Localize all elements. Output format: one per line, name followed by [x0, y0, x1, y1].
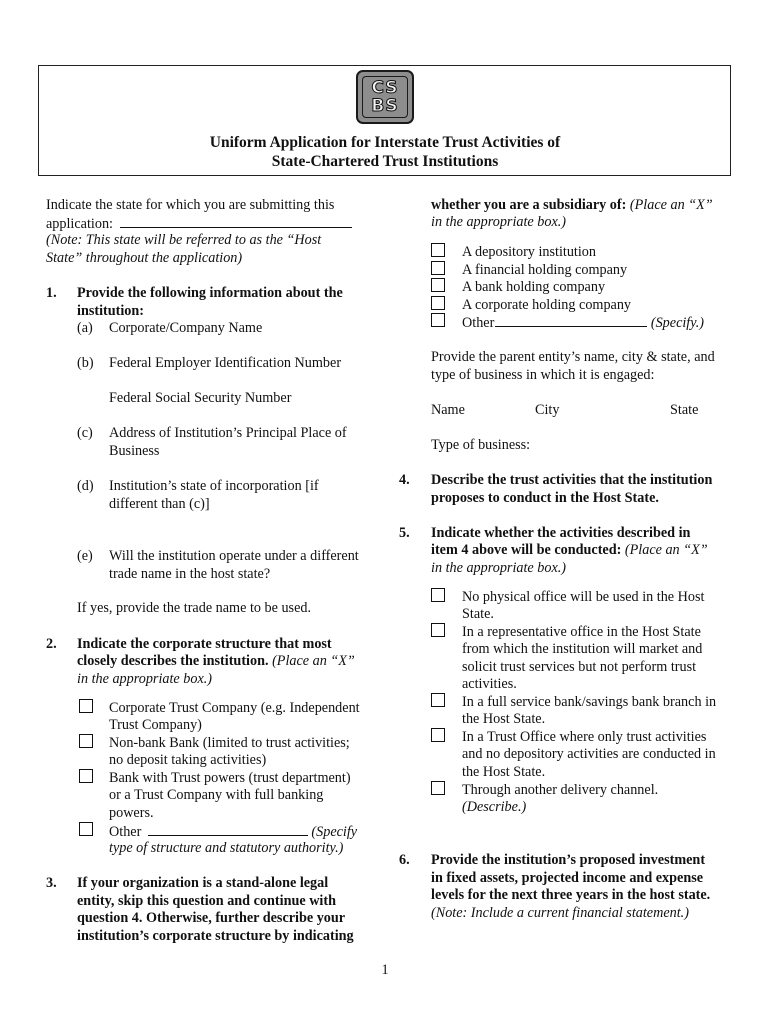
- q3-opt2: A financial holding company: [462, 262, 628, 278]
- q1e-line-1: Will the institution operate under a different: [109, 548, 359, 564]
- q3-cont-italic: (Place an “X”: [629, 197, 713, 213]
- q5-checkbox-full-service-branch[interactable]: [431, 693, 445, 707]
- q6-line-1: Provide the institution’s proposed investment: [431, 852, 706, 868]
- q4-number: 4.: [399, 472, 410, 488]
- q5-number: 5.: [399, 525, 410, 541]
- q2-opt1-line-1: Corporate Trust Company (e.g. Independent: [109, 700, 360, 716]
- host-state-label: application:: [46, 216, 113, 232]
- q1b-text: Federal Employer Identification Number: [109, 355, 342, 371]
- q3-opt5: [462, 314, 704, 333]
- q5-opt4-line-2: and no depository activities are conducted in: [462, 746, 716, 762]
- q3-line-4: institution’s corporate structure by indicating: [77, 928, 354, 944]
- q5-line-2-italic: (Place an “X”: [624, 542, 708, 558]
- q3-type-of-business: Type of business:: [431, 437, 531, 453]
- q2-line-2-bold: closely describes the institution.: [77, 653, 269, 669]
- q1a-letter: (a): [77, 320, 93, 336]
- q5-checkbox-no-physical-office[interactable]: [431, 588, 445, 602]
- q5-line-2: [431, 542, 708, 560]
- q5-opt4-line-3: the Host State.: [462, 764, 546, 780]
- q2-number: 2.: [46, 636, 57, 652]
- q2-line-3: in the appropriate box.): [77, 671, 213, 687]
- q3-checkbox-depository[interactable]: [431, 243, 445, 257]
- q3-checkbox-other[interactable]: [431, 313, 445, 327]
- q2-opt4-line-2: type of structure and statutory authority.): [109, 840, 344, 856]
- q3-line-1: If your organization is a stand-alone legal: [77, 875, 329, 891]
- q3-opt4: A corporate holding company: [462, 297, 632, 313]
- q1b-text-2: Federal Social Security Number: [109, 390, 292, 406]
- q2-checkbox-corporate-trust[interactable]: [79, 699, 93, 713]
- q3-checkbox-corporate-holding[interactable]: [431, 296, 445, 310]
- q6-line-4: (Note: Include a current financial statement.): [431, 905, 689, 921]
- q5-checkbox-representative-office[interactable]: [431, 623, 445, 637]
- q1-number: 1.: [46, 285, 57, 301]
- q1e-if-yes: If yes, provide the trade name to be used.: [77, 600, 312, 616]
- host-state-field[interactable]: [46, 215, 352, 234]
- intro-note-line-2: State” throughout the application): [46, 250, 243, 266]
- q5-opt2-line-3: solicit trust services but not perform trust: [462, 659, 697, 675]
- q2-opt4-line-1: [109, 823, 357, 842]
- page-number: 1: [381, 962, 389, 978]
- q3-other-blank[interactable]: [495, 314, 647, 327]
- q3-col-name: Name: [431, 402, 465, 418]
- intro-note-line-1: (Note: This state will be referred to as the “Host: [46, 232, 322, 248]
- q4-line-2: proposes to conduct in the Host State.: [431, 490, 659, 506]
- q2-line-2: [77, 653, 355, 671]
- q3-checkbox-bank-holding[interactable]: [431, 278, 445, 292]
- q2-checkbox-non-bank[interactable]: [79, 734, 93, 748]
- q1a-text: Corporate/Company Name: [109, 320, 263, 336]
- q5-opt2-line-1: In a representative office in the Host State: [462, 624, 701, 640]
- q1d-line-1: Institution’s state of incorporation [if: [109, 478, 319, 494]
- q2-opt3-line-3: powers.: [109, 805, 154, 821]
- form-title-line-2: State-Chartered Trust Institutions: [271, 153, 499, 170]
- csbs-logo: [356, 70, 414, 124]
- q5-opt1-line-2: State.: [462, 606, 494, 622]
- q5-opt2-line-2: from which the institution will market and: [462, 641, 703, 657]
- q1c-line-1: Address of Institution’s Principal Place of: [109, 425, 347, 441]
- q4-line-1: Describe the trust activities that the institution: [431, 472, 713, 488]
- q6-line-2: in fixed assets, projected income and expense: [431, 870, 704, 886]
- q2-checkbox-bank-trust-powers[interactable]: [79, 769, 93, 783]
- q3-checkbox-financial-holding[interactable]: [431, 261, 445, 275]
- q3-opt3: A bank holding company: [462, 279, 606, 295]
- q1-line-1: Provide the following information about the: [77, 285, 343, 301]
- q1c-letter: (c): [77, 425, 93, 441]
- q2-line-1: Indicate the corporate structure that most: [77, 636, 332, 652]
- q3-other-label: Other: [462, 315, 495, 331]
- q3-continued-line-1: [431, 197, 713, 215]
- q1d-letter: (d): [77, 478, 94, 494]
- q2-opt2-line-1: Non-bank Bank (limited to trust activities;: [109, 735, 350, 751]
- q2-line-2-italic: (Place an “X”: [272, 653, 355, 669]
- q1e-line-2: trade name in the host state?: [109, 566, 271, 582]
- q1c-line-2: Business: [109, 443, 160, 459]
- q1-line-2: institution:: [77, 303, 145, 319]
- q5-opt3-line-2: the Host State.: [462, 711, 546, 727]
- q3-cont-bold: whether you are a subsidiary of:: [431, 197, 627, 213]
- q3-col-city: City: [535, 402, 560, 418]
- q5-line-1: Indicate whether the activities described in: [431, 525, 691, 541]
- q5-line-3: in the appropriate box.): [431, 560, 567, 576]
- q2-opt2-line-2: no deposit taking activities): [109, 752, 267, 768]
- q1d-line-2: different than (c)]: [109, 496, 210, 512]
- q3-continued-line-2: in the appropriate box.): [431, 214, 567, 230]
- q2-opt1-line-2: Trust Company): [109, 717, 202, 733]
- q5-opt2-line-4: activities.: [462, 676, 517, 692]
- q3-line-2: entity, skip this question and continue with: [77, 893, 336, 909]
- q2-other-blank[interactable]: [148, 823, 308, 836]
- form-title-line-1: Uniform Application for Interstate Trust Activities of: [209, 134, 561, 151]
- q6-line-3: levels for the next three years in the host state.: [431, 887, 711, 903]
- q2-other-specify: (Specify: [311, 824, 358, 840]
- q5-opt3-line-1: In a full service bank/savings bank branch in: [462, 694, 717, 710]
- host-state-blank[interactable]: [120, 215, 352, 228]
- q2-other-label: Other: [109, 824, 142, 840]
- q5-opt4-line-1: In a Trust Office where only trust activities: [462, 729, 707, 745]
- q6-number: 6.: [399, 852, 410, 868]
- q5-checkbox-trust-office[interactable]: [431, 728, 445, 742]
- q2-opt3-line-1: Bank with Trust powers (trust department): [109, 770, 351, 786]
- q1b-letter: (b): [77, 355, 94, 371]
- q3-parent-line-2: type of business in which it is engaged:: [431, 367, 655, 383]
- q2-checkbox-other[interactable]: [79, 822, 93, 836]
- q3-col-state: State: [670, 402, 699, 418]
- q3-number: 3.: [46, 875, 57, 891]
- q1e-letter: (e): [77, 548, 93, 564]
- q5-line-2-bold: item 4 above will be conducted:: [431, 542, 622, 558]
- logo-text-top: CS: [371, 78, 399, 98]
- q3-line-3: question 4. Otherwise, further describe your: [77, 910, 346, 926]
- q5-opt1-line-1: No physical office will be used in the Host: [462, 589, 705, 605]
- q5-checkbox-another-channel[interactable]: [431, 781, 445, 795]
- logo-text-bottom: BS: [371, 96, 399, 116]
- q3-opt1: A depository institution: [462, 244, 596, 260]
- q5-opt5-line-2: (Describe.): [462, 799, 527, 815]
- q3-parent-line-1: Provide the parent entity’s name, city & state, and: [431, 349, 715, 365]
- q2-opt3-line-2: or a Trust Company with full banking: [109, 787, 324, 803]
- intro-line-1: Indicate the state for which you are submitting this: [46, 197, 335, 213]
- q3-other-specify: (Specify.): [650, 315, 705, 331]
- q5-opt5-line-1: Through another delivery channel.: [462, 782, 659, 798]
